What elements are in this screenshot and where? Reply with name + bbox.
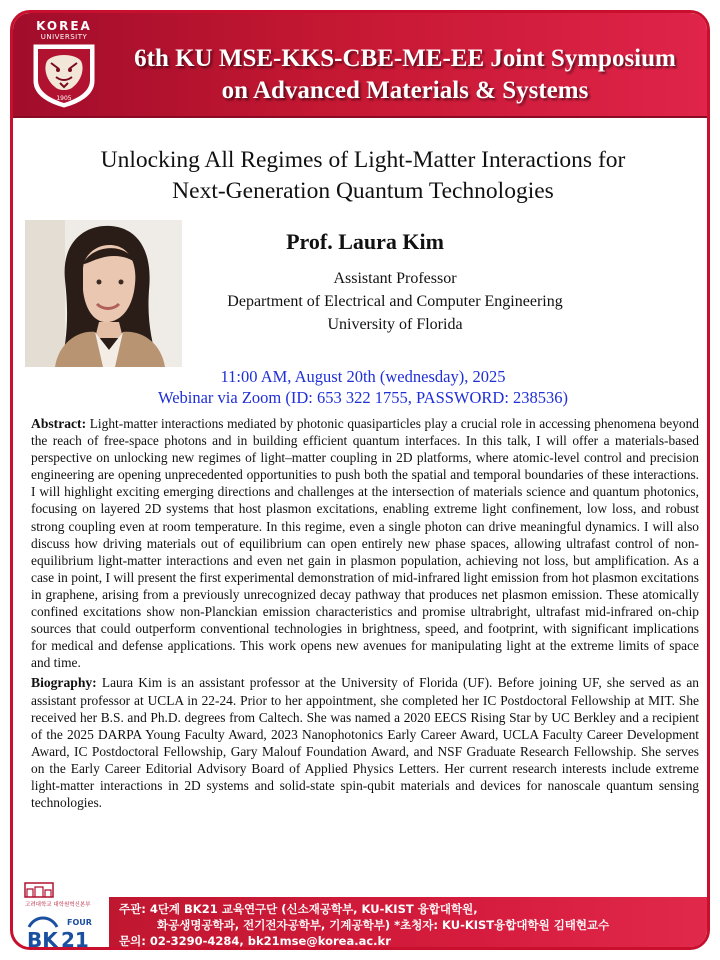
symposium-title-line2: on Advanced Materials & Systems <box>221 77 589 104</box>
event-venue[interactable]: Webinar via Zoom (ID: 653 322 1755, PASSWORD: 238536) <box>157 388 569 407</box>
abstract-label: Abstract: <box>31 416 87 431</box>
logo-sub: UNIVERSITY <box>40 33 88 41</box>
korea-university-logo <box>25 19 103 111</box>
footer-organizer: 주관: 4단계 BK21 교육연구단 (신소재공학부, KU-KIST 융합대학원, <box>119 902 478 916</box>
speaker-university: University of Florida <box>327 316 463 333</box>
header-banner <box>13 13 707 118</box>
bk21-four-logo <box>21 881 113 950</box>
speaker-name: Prof. Laura Kim <box>286 229 444 254</box>
biography-paragraph <box>31 674 699 811</box>
footer-text <box>119 901 709 949</box>
tiger-crest-icon <box>29 43 99 109</box>
speaker-department: Department of Electrical and Computer Engineering <box>227 293 563 310</box>
four-label: FOUR <box>67 918 92 927</box>
poster-frame <box>10 10 710 950</box>
talk-title <box>13 145 710 207</box>
biography-text: Laura Kim is an assistant professor at the University of Florida (UF). Before joining UF, she served as an assistant professor at UCLA in 22-24. Prior to her appointment, she completed her IC Postdoctoral Fellowship at MIT. She received her B.S. and Ph.D. degrees from Caltech. She was named a 2020 EECS Rising Star by UC Berkley and a recipient of the 2025 DARPA Young Faculty Award, 2023 Nanophotonics Early Career Award, UCLA Faculty Career Development Award, IC Postdoctoral Fellowship, Gary Malouf Foundation Award, and NSF Graduate Research Fellowship. She serves on the Early Career Editorial Advisory Board of Applied Physics Letters. Her current research interests include extreme light-matter interactions in 2D systems and solid-state spin-qubit materials and devices for nanoscale quantum sensing technologies. <box>31 675 699 811</box>
footer <box>13 881 707 950</box>
bk-label: BK <box>27 928 58 950</box>
abstract-text: Light-matter interactions mediated by photonic quasiparticles play a crucial role in accessing phenomena beyond the reach of free-space photons and in building efficient quantum interfaces. In this talk, I will offer a materials-based perspective on unlocking new regimes of light–matter coupling in 2D platforms, where atomic-level control and precision engineering are opening unprecedented opportunities to push both the spatial and temporal boundaries of these interactions. I will highlight exciting emerging directions and challenges at the intersection of materials science and quantum photonics, focusing on layered 2D systems that host plasmon excitations, enabling extreme light confinement, low loss, and robust strong coupling even at room temperature. In this regime, even a single photon can drive meaningful dynamics. I will also discuss how driving materials out of equilibrium can open entirely new phase spaces, allowing ultrafast control of non-equilibrium light-matter interactions and even net gain in plasmon population, achieving not loss, but amplification. As a case in point, I will present the first experimental demonstration of mid-infrared light emission from hot plasmon excitations in graphene, arising from a previously unrecognized decay pathway that produces net plasmon emission. These atomically confined excitations show non-Planckian emission characteristics and promise ultrabright, ultrafast mid-infrared on-chip sources that could outperform conventional technologies in brightness, speed, and footprint, with significant implications for medical and defense applications. This work opens new avenues for manipulating light at the extreme limits of space and time. <box>31 416 699 671</box>
speaker-affiliation <box>183 267 607 336</box>
bk-number: 21 <box>61 928 89 950</box>
speaker-position: Assistant Professor <box>333 270 457 287</box>
logo-year: 1905 <box>56 95 72 102</box>
talk-title-line1: Unlocking All Regimes of Light-Matter Interactions for <box>100 147 626 173</box>
speaker-photo <box>25 220 182 367</box>
logo-word: KOREA <box>36 19 92 33</box>
abstract-paragraph <box>31 415 699 671</box>
event-time: 11:00 AM, August 20th (wednesday), 2025 <box>220 367 506 386</box>
footer-bar <box>109 897 710 950</box>
body-text <box>31 415 699 814</box>
footer-departments: 화공생명공학과, 전기전자공학부, 기계공학부) *초청자: KU-KIST융합대학원 김태현교수 <box>157 918 610 932</box>
talk-title-line2: Next-Generation Quantum Technologies <box>172 178 554 204</box>
symposium-title-line1: 6th KU MSE-KKS-CBE-ME-EE Joint Symposium <box>134 45 676 72</box>
biography-label: Biography: <box>31 675 97 691</box>
footer-logos <box>21 881 113 950</box>
symposium-title <box>101 43 709 107</box>
event-info <box>13 366 710 408</box>
footer-contact[interactable]: 문의: 02-3290-4284, bk21mse@korea.ac.kr <box>119 934 391 948</box>
footer-org-name: 고려대학교 대학원혁신본부 <box>25 902 91 908</box>
